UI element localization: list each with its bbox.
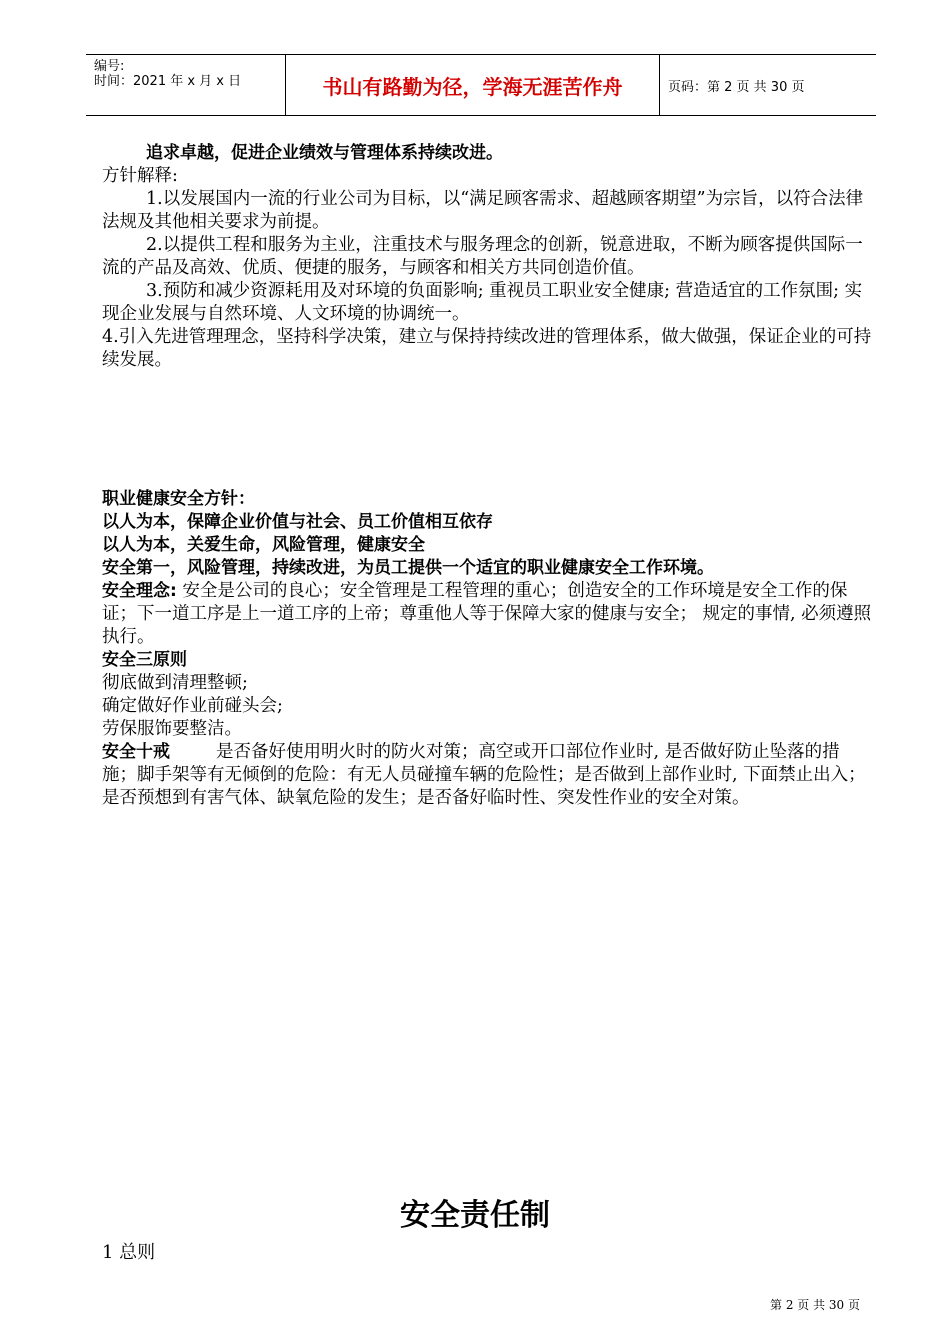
- document-title: 安全责任制: [400, 1198, 550, 1233]
- safety-concept: [102, 580, 872, 649]
- principle-item: 确定做好作业前碰头会;: [102, 696, 283, 716]
- section-heading: 方针解释:: [102, 166, 178, 186]
- document-time-label: 时间：2021 年 x 月 x 日: [94, 74, 242, 89]
- policy-explanation-section: [102, 142, 872, 372]
- principles-heading: 安全三原则: [102, 650, 187, 670]
- page-footer: 第 2 页 共 30 页: [770, 1298, 860, 1312]
- section-heading: 职业健康安全方针：: [102, 489, 255, 509]
- page-header: [86, 54, 876, 116]
- principle-item: 彻底做到清理整顿;: [102, 673, 248, 693]
- policy-item-3: 3.预防和减少资源耗用及对环境的负面影响; 重视员工职业安全健康; 营造适宜的工作氛围; 实现企业发展与自然环境、人文环境的协调统一。: [102, 281, 863, 324]
- safety-concept-label: 安全理念:: [102, 581, 177, 601]
- header-meta: [94, 59, 284, 89]
- policy-line: 以人为本，保障企业价值与社会、员工价值相互依存: [102, 512, 493, 532]
- chapter-heading: 1 总则: [102, 1242, 156, 1263]
- ten-commandments-text: 是否备好使用明火时的防火对策；高空或开口部位作业时, 是否做好防止坠落的措施；脚手架等有无倾倒的危险：有无人员碰撞车辆的危险性；是否做到上部作业时, 下面禁止出入；是否预想到有害气体、缺氧危险的发生；是否备好临时性、突发性作业的安全对策。: [102, 742, 866, 808]
- header-page-number: 页码：第 2 页 共 30 页: [668, 79, 805, 95]
- header-motto: 书山有路勤为径，学海无涯苦作舟: [322, 74, 623, 99]
- header-divider: [659, 55, 660, 115]
- ten-commandments: [102, 741, 872, 810]
- principle-item: 劳保服饰要整洁。: [102, 719, 242, 739]
- policy-line: 追求卓越，促进企业绩效与管理体系持续改进。: [146, 143, 503, 163]
- policy-line: 以人为本，关爱生命，风险管理，健康安全: [102, 535, 425, 555]
- policy-item-2: 2.以提供工程和服务为主业，注重技术与服务理念的创新，锐意进取，不断为顾客提供国际一流的产品及高效、优质、便捷的服务，与顾客和相关方共同创造价值。: [102, 235, 863, 278]
- policy-item-4: 4.引入先进管理理念，坚持科学决策，建立与保持持续改进的管理体系，做大做强，保证企业的可持续发展。: [102, 327, 872, 370]
- safety-concept-text: 安全是公司的良心；安全管理是工程管理的重心；创造安全的工作环境是安全工作的保证；下一道工序是上一道工序的上帝；尊重他人等于保障大家的健康与安全； 规定的事情, 必须遵照执行。: [102, 581, 872, 647]
- ten-commandments-label: 安全十戒: [102, 742, 170, 762]
- policy-item-1: 1.以发展国内一流的行业公司为目标，以“满足顾客需求、超越顾客期望”为宗旨，以符合法律法规及其他相关要求为前提。: [102, 189, 864, 232]
- policy-line: 安全第一，风险管理，持续改进，为员工提供一个适宜的职业健康安全工作环境。: [102, 558, 714, 578]
- document-number-label: 编号:: [94, 59, 125, 74]
- ohs-policy-section: [102, 488, 872, 810]
